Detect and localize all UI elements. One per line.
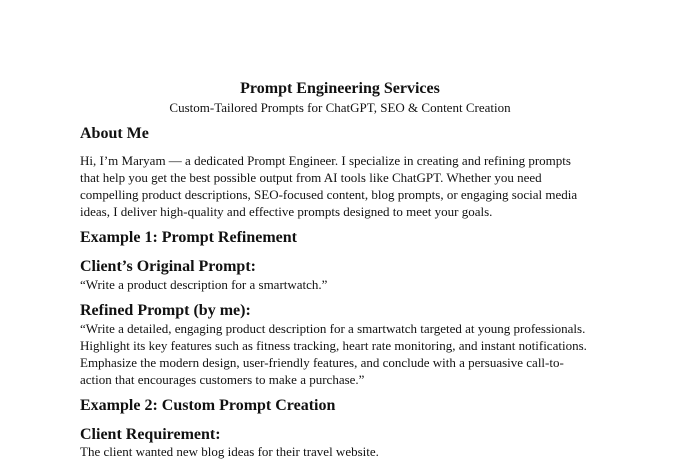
refined-line: Highlight its key features such as fitness tracking, heart rate monitoring, and instant notifications.: [80, 338, 587, 353]
about-line: compelling product descriptions, SEO-focused content, blog prompts, or engaging social media: [80, 187, 578, 202]
example1-heading: Example 1: Prompt Refinement: [80, 229, 297, 246]
about-line: ideas, I deliver high-quality and effective prompts designed to meet your goals.: [80, 204, 493, 219]
original-prompt-heading: Client’s Original Prompt:: [80, 258, 256, 275]
example2-heading: Example 2: Custom Prompt Creation: [80, 397, 336, 414]
client-requirement-heading: Client Requirement:: [80, 426, 221, 443]
refined-line: Emphasize the modern design, user-friendly features, and conclude with a persuasive call-to-: [80, 355, 564, 370]
about-heading: About Me: [80, 125, 149, 142]
refined-prompt-heading: Refined Prompt (by me):: [80, 302, 251, 319]
refined-line: action that encourages customers to make a purchase.”: [80, 372, 365, 387]
document-title: Prompt Engineering Services: [240, 80, 440, 97]
about-paragraph: [80, 152, 640, 220]
about-line: Hi, I’m Maryam — a dedicated Prompt Engineer. I specialize in creating and refining prompts: [80, 153, 571, 168]
requirement-line: The client wanted new blog ideas for their travel website.: [80, 444, 379, 459]
about-line: that help you get the best possible output from AI tools like ChatGPT. Whether you need: [80, 170, 542, 185]
document-subtitle: Custom-Tailored Prompts for ChatGPT, SEO & Content Creation: [169, 100, 511, 115]
client-requirement-text: [80, 443, 640, 460]
refined-prompt-paragraph: [80, 320, 640, 388]
original-prompt-line: “Write a product description for a smartwatch.”: [80, 277, 328, 292]
refined-line: “Write a detailed, engaging product description for a smartwatch targeted at young professionals.: [80, 321, 586, 336]
original-prompt-text: [80, 276, 640, 293]
